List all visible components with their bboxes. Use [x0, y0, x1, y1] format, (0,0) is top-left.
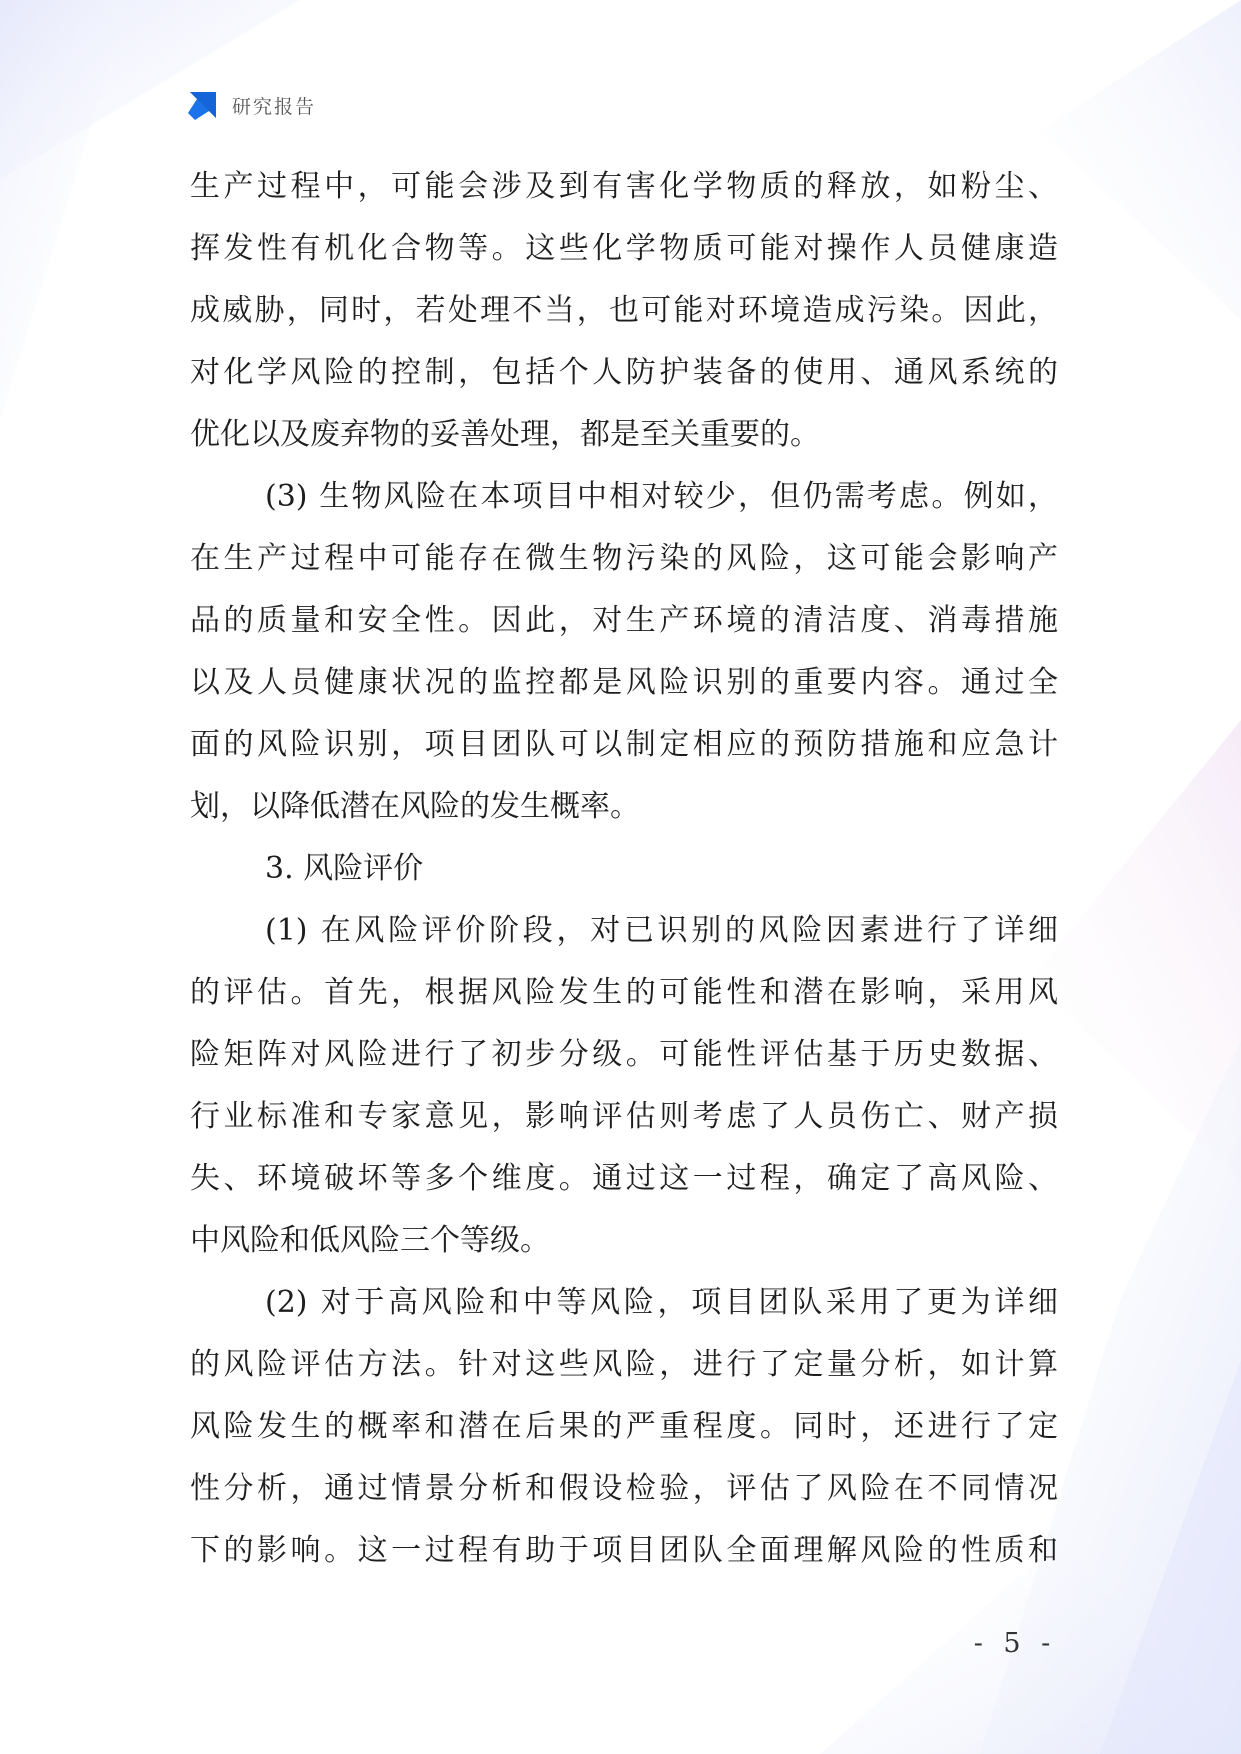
- text-line: (1) 在风险评价阶段，对已识别的风险因素进行了详细: [265, 913, 1058, 948]
- text-line: 在生产过程中可能存在微生物污染的风险，这可能会影响产: [190, 541, 1058, 576]
- text-line: (2) 对于高风险和中等风险，项目团队采用了更为详细: [265, 1285, 1058, 1320]
- text-line: 挥发性有机化合物等。这些化学物质可能对操作人员健康造: [190, 231, 1058, 266]
- text-line: (3) 生物风险在本项目中相对较少，但仍需考虑。例如，: [265, 479, 1058, 514]
- document-body: [190, 156, 1058, 1582]
- text-line: 生产过程中，可能会涉及到有害化学物质的释放，如粉尘、: [190, 169, 1058, 204]
- text-line: 性分析，通过情景分析和假设检验，评估了风险在不同情况: [190, 1471, 1058, 1506]
- text-line: 以及人员健康状况的监控都是风险识别的重要内容。通过全: [190, 665, 1058, 700]
- text-line: 中风险和低风险三个等级。: [190, 1223, 550, 1258]
- text-line: 险矩阵对风险进行了初步分级。可能性评估基于历史数据、: [190, 1037, 1058, 1072]
- report-header: [186, 88, 316, 122]
- text-line: 行业标准和专家意见，影响评估则考虑了人员伤亡、财产损: [190, 1099, 1058, 1134]
- text-line: 优化以及废弃物的妥善处理，都是至关重要的。: [190, 417, 820, 452]
- text-line: 品的质量和安全性。因此，对生产环境的清洁度、消毒措施: [190, 603, 1058, 638]
- text-line: 失、环境破坏等多个维度。通过这一过程，确定了高风险、: [190, 1161, 1058, 1196]
- text-line: 成威胁，同时，若处理不当，也可能对环境造成污染。因此，: [190, 293, 1058, 328]
- text-line: 3. 风险评价: [265, 851, 424, 886]
- arrow-logo-icon: [186, 88, 220, 122]
- text-line: 对化学风险的控制，包括个人防护装备的使用、通风系统的: [190, 355, 1058, 390]
- text-line: 下的影响。这一过程有助于项目团队全面理解风险的性质和: [190, 1533, 1058, 1568]
- text-line: 划，以降低潜在风险的发生概率。: [190, 789, 640, 824]
- text-line: 面的风险识别，项目团队可以制定相应的预防措施和应急计: [190, 727, 1058, 762]
- text-line: 风险发生的概率和潜在后果的严重程度。同时，还进行了定: [190, 1409, 1058, 1444]
- text-line: 的评估。首先，根据风险发生的可能性和潜在影响，采用风: [190, 975, 1058, 1010]
- page-number: - 5 -: [973, 1628, 1057, 1659]
- brand-label: 研究报告: [232, 95, 317, 118]
- text-line: 的风险评估方法。针对这些风险，进行了定量分析，如计算: [190, 1347, 1058, 1382]
